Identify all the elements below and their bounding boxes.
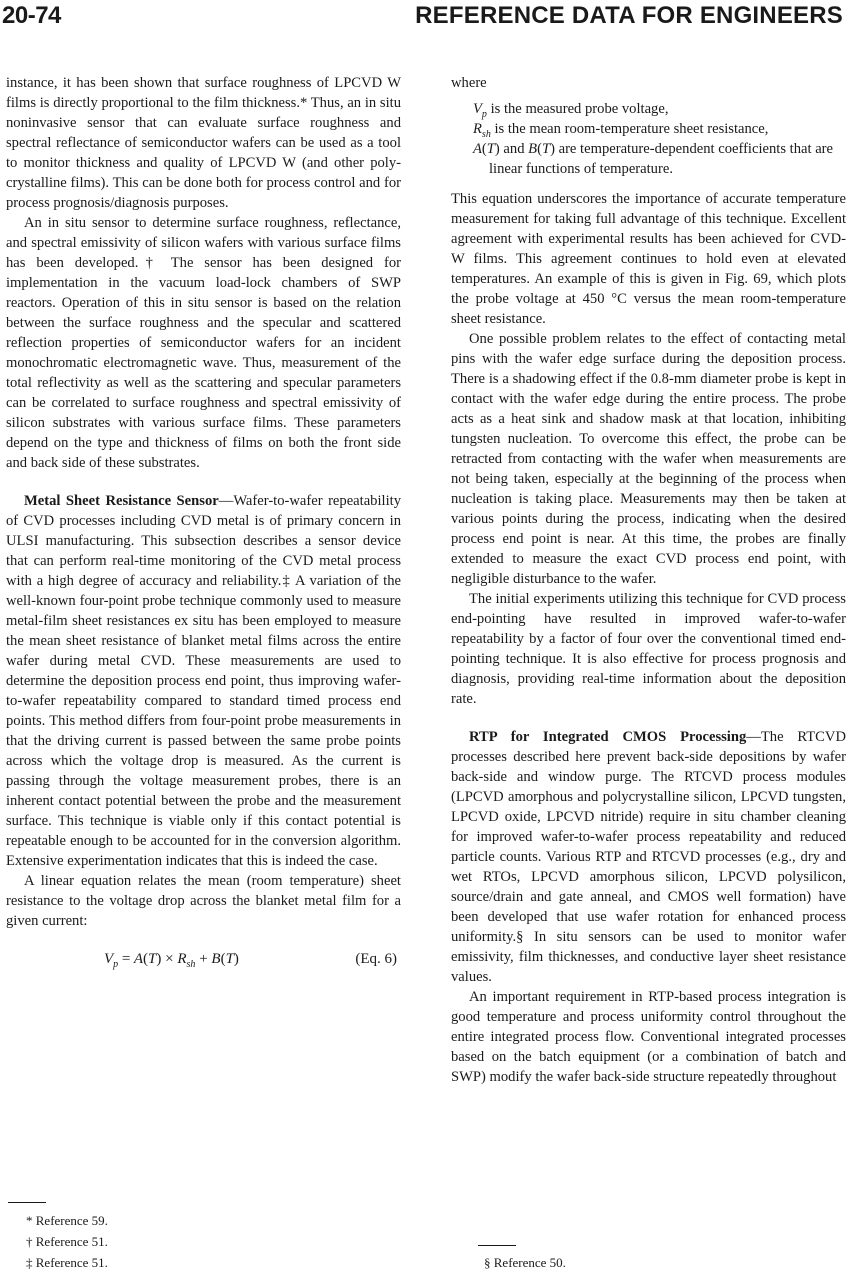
page-header [0,0,847,30]
paragraph: This equation underscores the importance of accurate temperature measurement for taking full advantage of this technique. Excellent agreement with experimental results has been achieved for CVD-W films. This agreement continues to hold even at elevated temperatures. An example of this is given in Fig. 69, which plots the probe voltage at 450 °C versus the mean room-temperature sheet resistance. [451,191,846,327]
section-heading: Metal Sheet Resistance Sensor [24,493,219,509]
paragraph: instance, it has been shown that surface roughness of LPCVD W films is directly proportional to the film thickness.* Thus, an in situ noninvasive sensor that can evaluate surface roughness and spectral reflectance of semiconductor wafers can be used as a tool to monitor thickness and quality of LPCVD W (and other poly-crystalline films). This can be done both for process control and for process prognosis/diagnosis purposes. [6,75,401,211]
equation-number: (Eq. 6) [355,951,397,967]
definition-vp: $V_p$ is the measured probe voltage, [473,101,669,120]
definition-at-bt: A(T) and B(T) are temperature-dependent coefficients that are linear functions of temperature. [473,141,834,177]
footnote: § Reference 50. [484,1255,566,1270]
variable-definitions [451,99,846,179]
footnote-rule [478,1245,516,1246]
paragraph: One possible problem relates to the effect of contacting metal pins with the wafer edge surface during the deposition process. There is a shadowing effect if the 0.8-mm diameter probe is kept in contact with the wafer edge during the entire process. The probe acts as a heat sink and shadow mask at that location, inhibiting tungsten nucleation. To overcome this effect, the probe can be retracted from contacting with the wafer when measurements are not being taken, especially at the beginning of the process when nucleation is taking place. Measurements may then be taken at various points during the process, indicating when the desired process end point is near. At this time, the probes are finally extended to measure the exact CVD process end point, with negligible disturbance to the wafer. [451,331,846,587]
page-number: 20-74 [2,2,61,29]
right-column [451,73,846,1087]
paragraph [6,491,401,871]
paragraph-text: —The RTCVD processes described here prevent back-side depositions by wafer back-side and window purge. The RTCVD process modules (LPCVD amorphous and polycrystalline silicon, LPCVD tungsten, LPCVD oxide, LPCVD nitride) require in situ chamber cleaning for improved wafer-to-wafer process repeatability and reduced particle counts. Various RTP and RTCVD processes (e.g., dry and wet RTOs, LPCVD amorphous silicon, LPCVD polysilicon, source/drain and gate anneal, and CMOS well formation) have been developed that use wafer rotation for enhanced process uniformity.§ In situ sensors can be used to monitor wafer emissivity, film thicknesses, and conductive layer sheet resistance values. [451,729,846,985]
paragraph: A linear equation relates the mean (room temperature) sheet resistance to the voltage drop across the blanket metal film for a given current: [6,873,401,929]
paragraph-text: —Wafer-to-wafer repeatability of CVD processes including CVD metal is of primary concern in ULSI manufacturing. This subsection describes a sensor device that can perform real-time monitoring of the CVD metal process with a high degree of accuracy and reliability.‡ A variation of the well-known four-point probe technique commonly used to measure metal-film sheet resistances ex situ has been employed to measure the mean sheet resistance of blanket metal films across the entire wafer during metal CVD. These measurements are used to determine the deposition process end point, thus improving wafer-to-wafer repeatability compared to standard timed process end points. This method differs from four-point probe measurements in that the driving current is passed between the same probe points across which the voltage drop is measured. As the current is passing through the voltage measurement probes, there is an inherent contact potential between the probe and the measurement surface. This technique is viable only if this contact potential is repeatable enough to be accounted for in the conversion algorithm. Extensive experimentation indicates that this is indeed the case. [6,493,401,869]
definition-rsh: $R_{sh}$ is the mean room-temperature sheet resistance, [473,121,769,140]
running-title: REFERENCE DATA FOR ENGINEERS [415,2,843,29]
paragraph: The initial experiments utilizing this technique for CVD process end-pointing have resulted in improved wafer-to-wafer repeatability by a factor of four over the conventional timed end-pointing technique. It is also effective for process prognosis and diagnosis, providing real-time information about the deposition rate. [451,591,846,707]
footnote: * Reference 59. [26,1213,108,1228]
equation-expression: $V_p = A(T) \times R_{sh} + B(T)$ [104,951,239,970]
equation [6,949,401,975]
paragraph: where [451,75,487,91]
left-column [6,73,401,975]
section-heading: RTP for Integrated CMOS Processing [469,729,747,745]
footnote: ‡ Reference 51. [26,1255,108,1270]
footnote: † Reference 51. [26,1234,108,1249]
footnote-rule [8,1202,46,1203]
paragraph [451,727,846,987]
paragraph: An important requirement in RTP-based process integration is good temperature and process uniformity control throughout the entire integrated process flow. Conventional integrated processes based on the batch equipment (or a combination of batch and SWP) modify the wafer back-side structure repeatedly throughout [451,989,846,1085]
paragraph: An in situ sensor to determine surface roughness, reflectance, and spectral emissivity of silicon wafers with various surface films has been developed.† The sensor has been designed for implementation in the vacuum load-lock chambers of SWP reactors. Operation of this in situ sensor is based on the relation between the surface roughness and the specular and scattered reflection properties of semiconductor wafers for an incident monochromatic electromagnetic wave. Thus, measurement of the total reflectivity as well as the scattering and specular parameters can be correlated to surface roughness and spectral emissivity of silicon substrates with various surface films. These parameters depend on the type and thickness of films on both the front side and back side of these substrates. [6,215,401,471]
